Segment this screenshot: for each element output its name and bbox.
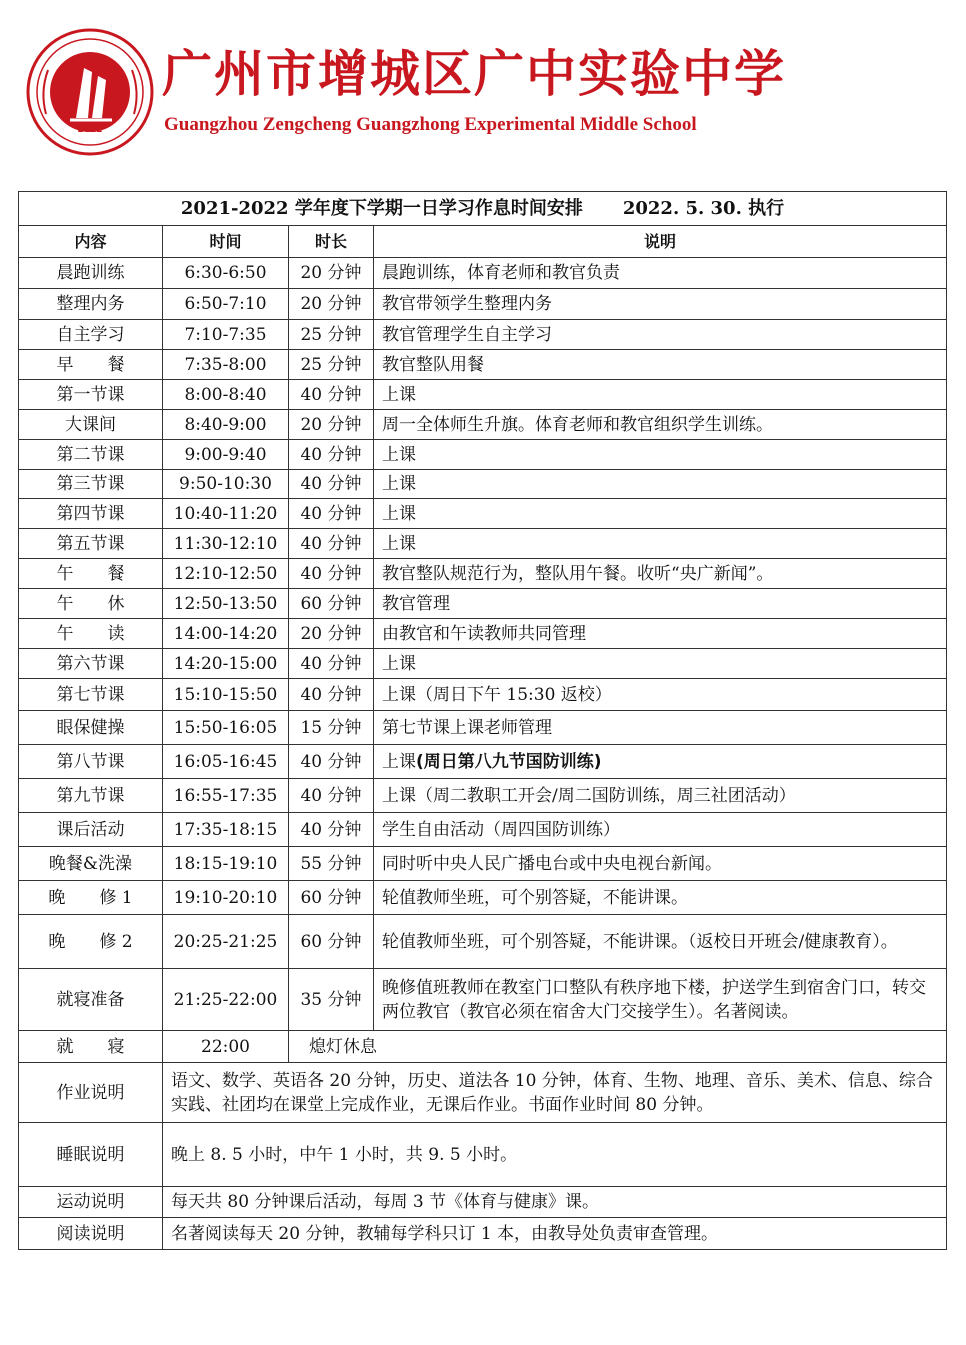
row-item: 第九节课 [19,779,163,813]
row-item: 午 餐 [19,559,163,589]
row-duration: 60 分钟 [289,915,374,969]
row-note-text: 上课（周日下午 15:30 返校） [382,684,612,705]
row-duration: 40 分钟 [289,779,374,813]
row-item: 就寝准备 [19,969,163,1031]
row-item: 晚 修 1 [19,881,163,915]
explanation-label: 睡眠说明 [19,1123,163,1187]
row-note [374,559,947,589]
row-note [374,969,947,1031]
row-duration: 40 分钟 [289,470,374,499]
row-item: 晨跑训练 [19,258,163,289]
school-name-en: Guangzhou Zengcheng Guangzhong Experimental Middle School [164,114,697,135]
row-time: 21:25-22:00 [163,969,289,1031]
row-note-text: 轮值教师坐班，可个别答疑，不能讲课。 [382,887,688,908]
table-row [19,350,947,380]
svg-text:2022: 2022 [77,125,103,135]
row-time: 22:00 [163,1031,289,1063]
row-note [374,499,947,529]
row-duration: 35 分钟 [289,969,374,1031]
row-time: 12:10-12:50 [163,559,289,589]
explanation-row [19,1187,947,1218]
explanation-text: 语文、数学、英语各 20 分钟，历史、道法各 10 分钟，体育、生物、地理、音乐、美术、信息、综合实践、社团均在课堂上完成作业，无课后作业。书面作业时间 80 分钟。 [163,1063,947,1123]
row-note [374,320,947,350]
row-item: 第二节课 [19,440,163,470]
row-duration: 55 分钟 [289,847,374,881]
row-note-text: 轮值教师坐班，可个别答疑，不能讲课。（返校日开班会/健康教育）。 [382,931,898,952]
row-time: 18:15-19:10 [163,847,289,881]
row-note [374,350,947,380]
row-item: 第三节课 [19,470,163,499]
row-note [374,915,947,969]
table-row [19,529,947,559]
table-row [19,711,947,745]
row-item: 眼保健操 [19,711,163,745]
explanation-label: 运动说明 [19,1187,163,1218]
row-note-text: 上课 [382,474,416,494]
row-item: 第五节课 [19,529,163,559]
table-row [19,410,947,440]
effective-date: 2022. 5. 30. 执行 [622,197,785,219]
row-note [374,679,947,711]
table-row [19,779,947,813]
row-note [374,711,947,745]
table-row [19,649,947,679]
row-time: 12:50-13:50 [163,589,289,619]
row-item: 第一节课 [19,380,163,410]
row-time: 6:30-6:50 [163,258,289,289]
explanation-row [19,1218,947,1250]
row-item: 自主学习 [19,320,163,350]
explanation-text: 名著阅读每天 20 分钟，教辅每学科只订 1 本，由教导处负责审查管理。 [163,1218,947,1250]
row-item: 第六节课 [19,649,163,679]
table-row [19,881,947,915]
row-note [374,380,947,410]
row-duration: 60 分钟 [289,881,374,915]
schedule-table [18,191,947,1250]
row-item: 晚 修 2 [19,915,163,969]
row-time: 16:05-16:45 [163,745,289,779]
row-item: 第八节课 [19,745,163,779]
table-row [19,915,947,969]
row-note-text: 教官带领学生整理内务 [382,294,552,314]
row-duration: 40 分钟 [289,499,374,529]
row-time: 10:40-11:20 [163,499,289,529]
table-title-row [19,192,947,226]
row-note [374,258,947,289]
row-note-text: 同时听中央人民广播电台或中央电视台新闻。 [382,853,722,874]
row-note-text: 由教官和午读教师共同管理 [382,623,586,644]
explanation-text: 晚上 8. 5 小时，中午 1 小时，共 9. 5 小时。 [163,1123,947,1187]
explanation-row [19,1063,947,1123]
row-time: 16:55-17:35 [163,779,289,813]
row-note [374,779,947,813]
row-note [374,745,947,779]
table-row [19,847,947,881]
row-duration: 40 分钟 [289,529,374,559]
table-row [19,289,947,320]
row-time: 9:00-9:40 [163,440,289,470]
row-time: 15:50-16:05 [163,711,289,745]
table-row [19,619,947,649]
row-note [374,470,947,499]
row-item: 晚餐&洗澡 [19,847,163,881]
row-item: 午 休 [19,589,163,619]
row-note-text: 教官整队用餐 [382,354,484,375]
school-header [0,0,966,170]
table-row [19,470,947,499]
row-note [374,440,947,470]
row-note-text: 教官管理 [382,593,450,614]
row-time: 8:00-8:40 [163,380,289,410]
row-duration: 40 分钟 [289,813,374,847]
row-note-text: 学生自由活动（周四国防训练） [382,819,620,840]
table-row [19,499,947,529]
row-duration: 25 分钟 [289,350,374,380]
row-time: 20:25-21:25 [163,915,289,969]
row-note-text: 晨跑训练，体育老师和教官负责 [382,263,620,283]
row-duration: 20 分钟 [289,289,374,320]
table-title-text: 2021-2022 学年度下学期一日学习作息时间安排 [180,197,583,219]
table-row [19,969,947,1031]
row-time: 8:40-9:00 [163,410,289,440]
row-duration: 25 分钟 [289,320,374,350]
row-note [374,813,947,847]
table-row [19,440,947,470]
row-time: 14:00-14:20 [163,619,289,649]
table-row [19,320,947,350]
row-note [374,881,947,915]
row-time: 9:50-10:30 [163,470,289,499]
row-time: 14:20-15:00 [163,649,289,679]
sleep-row [19,1031,947,1063]
row-item: 第四节课 [19,499,163,529]
row-duration: 40 分钟 [289,745,374,779]
row-duration: 40 分钟 [289,380,374,410]
column-header-time: 时间 [163,226,289,258]
table-row [19,745,947,779]
row-duration: 20 分钟 [289,410,374,440]
explanation-row [19,1123,947,1187]
row-time: 7:35-8:00 [163,350,289,380]
row-note-text: 上课 [382,384,416,405]
row-time: 6:50-7:10 [163,289,289,320]
column-header-item: 内容 [19,226,163,258]
row-time: 11:30-12:10 [163,529,289,559]
table-row [19,679,947,711]
row-note-text: 教官管理学生自主学习 [382,324,552,345]
row-item: 早 餐 [19,350,163,380]
column-header-duration: 时长 [289,226,374,258]
row-time: 19:10-20:10 [163,881,289,915]
row-duration: 15 分钟 [289,711,374,745]
school-logo-icon [26,28,154,156]
explanation-text: 每天共 80 分钟课后活动，每周 3 节《体育与健康》课。 [163,1187,947,1218]
row-duration: 40 分钟 [289,440,374,470]
explanation-label: 作业说明 [19,1063,163,1123]
table-row [19,380,947,410]
row-note-text: 上课 [382,503,416,524]
row-note-text: 上课（周二教职工开会/周二国防训练，周三社团活动） [382,785,796,806]
row-note [374,847,947,881]
row-note: 熄灯休息 [289,1031,947,1063]
row-note-text: 上课 [382,653,416,674]
school-name-cn: 广州市增城区广中实验中学 [162,45,786,103]
row-note [374,289,947,320]
table-row [19,559,947,589]
row-note [374,649,947,679]
table-header-row [19,226,947,258]
row-item: 第七节课 [19,679,163,711]
row-item: 课后活动 [19,813,163,847]
row-duration: 40 分钟 [289,559,374,589]
explanation-label: 阅读说明 [19,1218,163,1250]
row-note-text: 晚修值班教师在教室门口整队有秩序地下楼，护送学生到宿舍门口，转交两位教官（教官必须在宿舍大门交接学生）。名著阅读。 [382,977,926,1022]
row-time: 17:35-18:15 [163,813,289,847]
row-note-text: 上课 [382,444,416,465]
row-duration: 60 分钟 [289,589,374,619]
row-note-text: 第七节课上课老师管理 [382,717,552,738]
row-note-text: 上课 [382,533,416,554]
row-item: 午 读 [19,619,163,649]
row-note [374,619,947,649]
row-time: 7:10-7:35 [163,320,289,350]
row-note-bold: (周日第八九节国防训练) [416,751,602,772]
table-row [19,258,947,289]
row-note [374,410,947,440]
table-row [19,589,947,619]
row-time: 15:10-15:50 [163,679,289,711]
row-item: 大课间 [19,410,163,440]
column-header-note: 说明 [374,226,947,258]
row-duration: 40 分钟 [289,679,374,711]
row-duration: 20 分钟 [289,258,374,289]
row-note-text: 教官整队规范行为，整队用午餐。收听“央广新闻”。 [382,563,774,584]
row-duration: 40 分钟 [289,649,374,679]
row-duration: 20 分钟 [289,619,374,649]
row-item: 整理内务 [19,289,163,320]
row-note-text: 周一全体师生升旗。体育老师和教官组织学生训练。 [382,414,773,435]
row-note [374,589,947,619]
row-note-text: 上课 [382,751,416,772]
row-item: 就 寝 [19,1031,163,1063]
table-title [19,192,947,226]
row-note [374,529,947,559]
table-row [19,813,947,847]
